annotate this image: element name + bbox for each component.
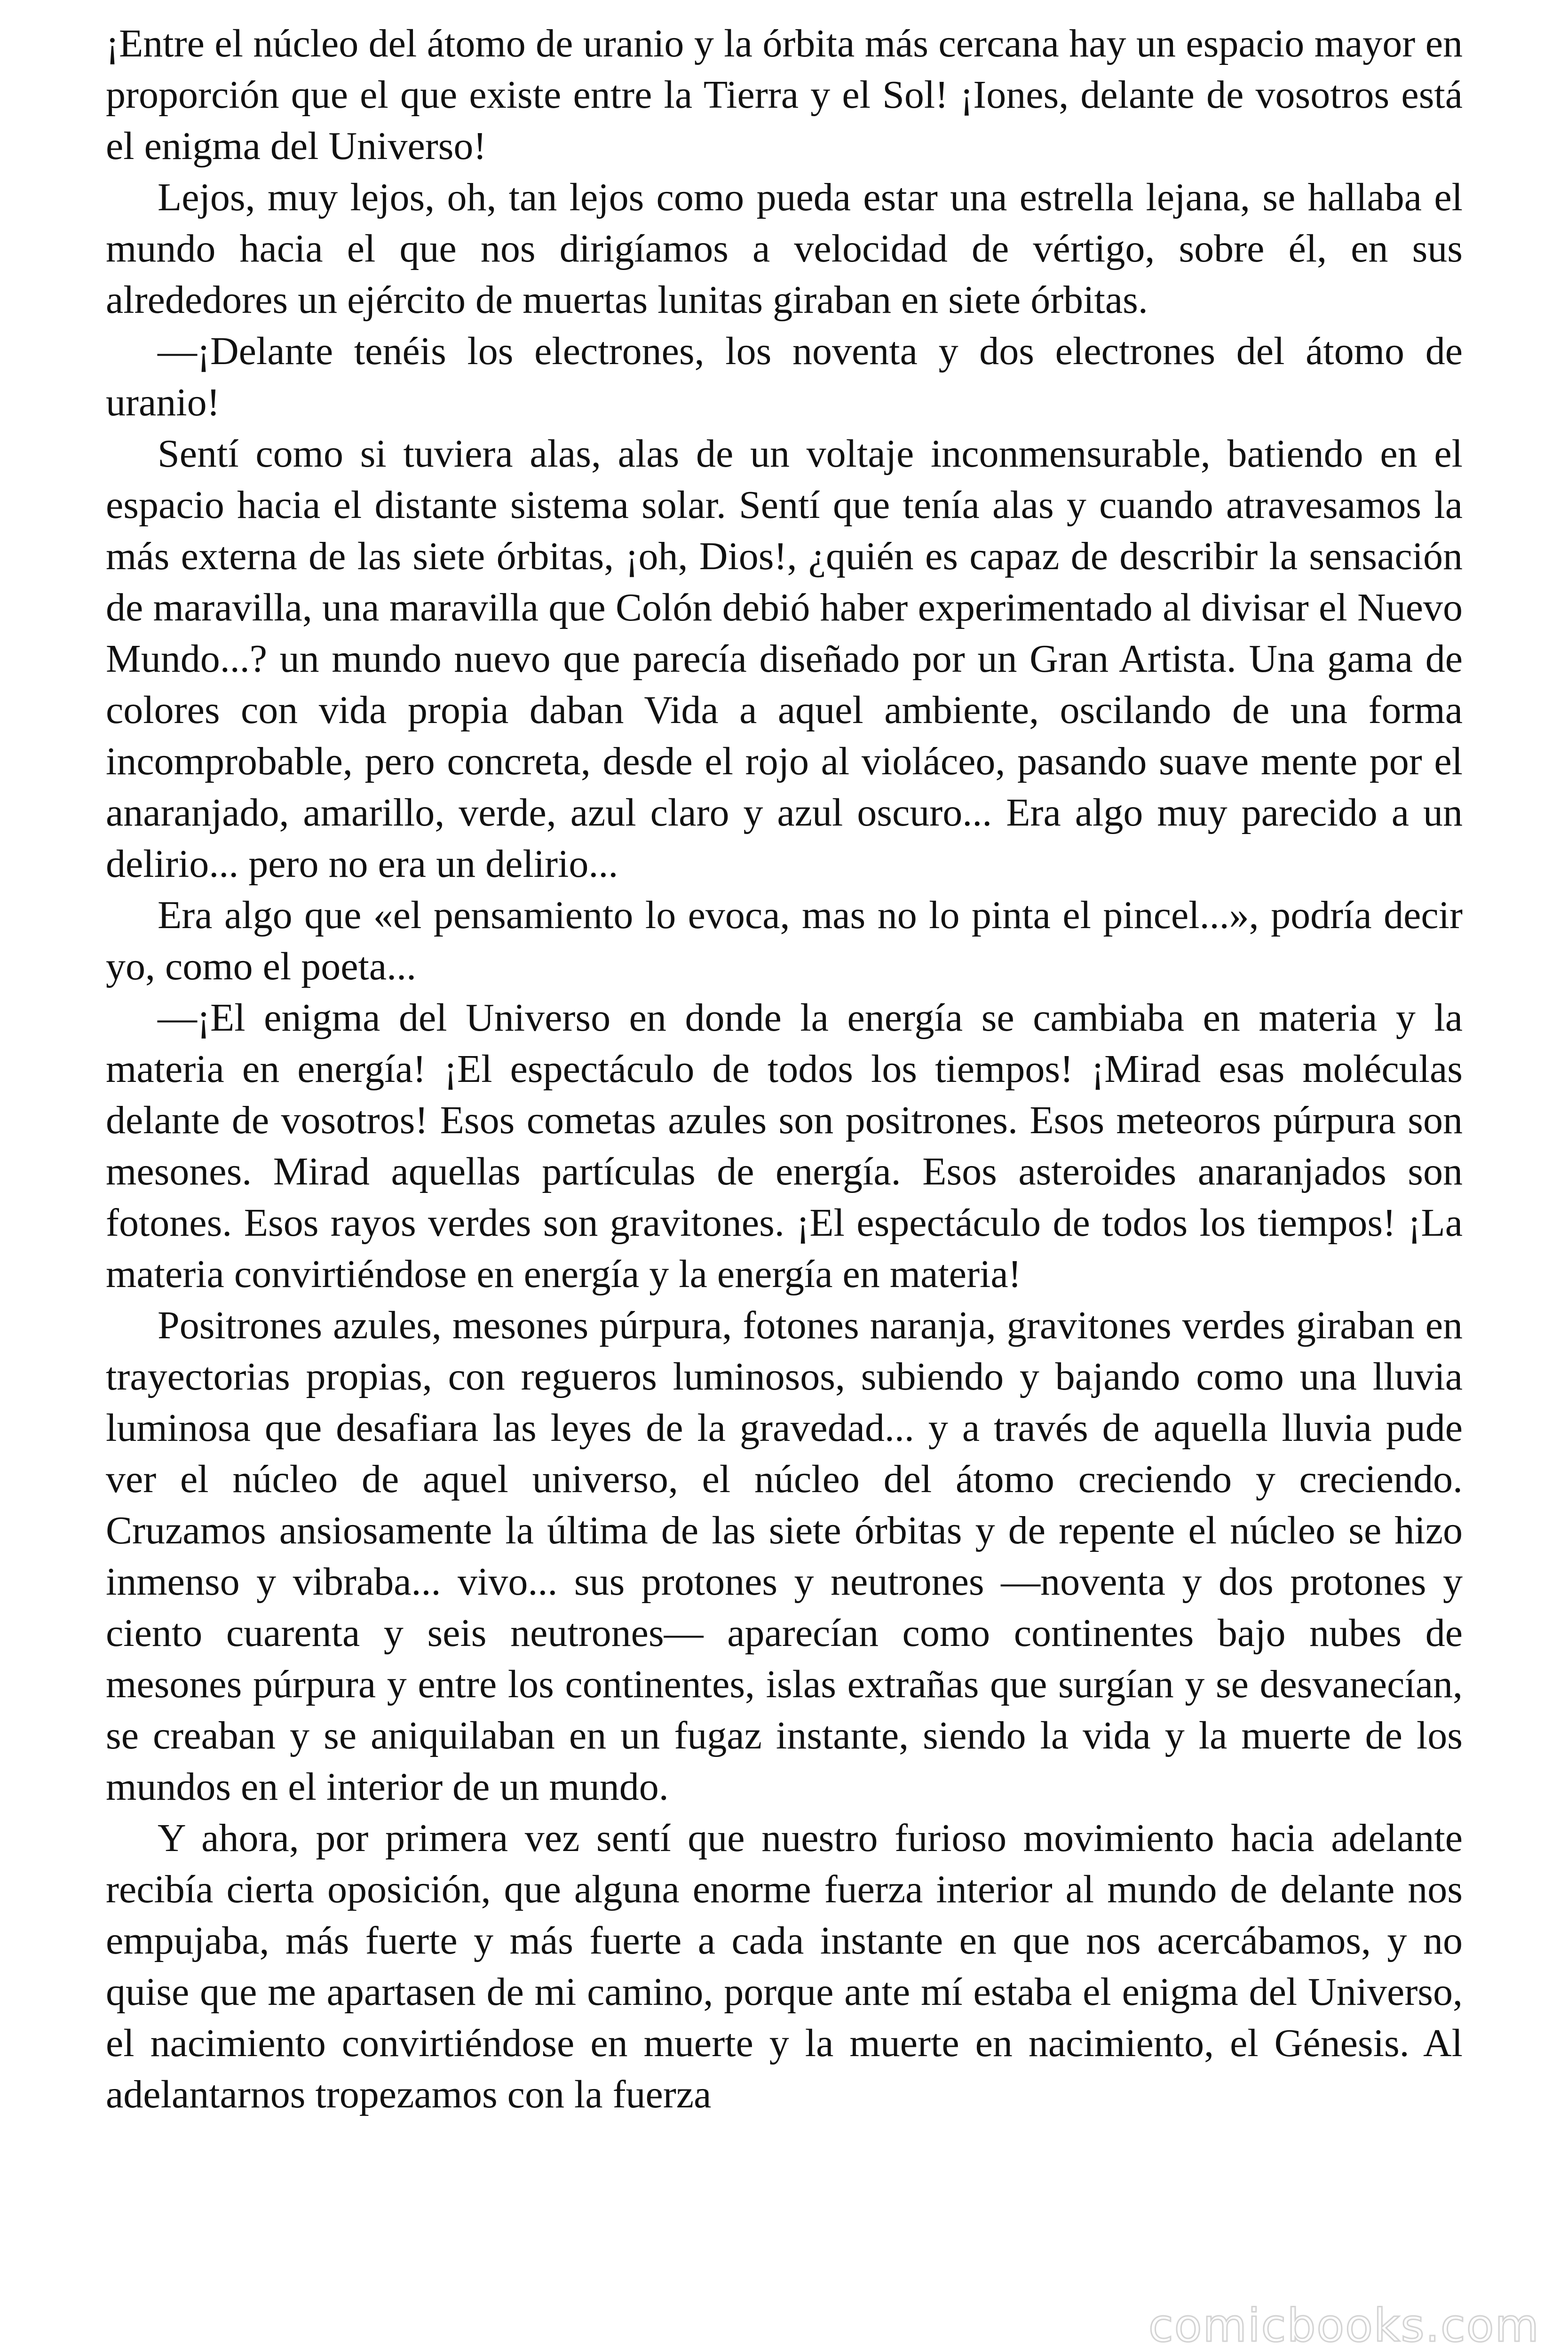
watermark: comicbooks.com — [1148, 2299, 1540, 2352]
paragraph-8: Y ahora, por primera vez sentí que nuestro furioso movimiento hacia adelante recibía cierta oposición, que alguna enorme fuerza interior al mundo de delante nos empujaba, más fuerte y más fuerte a cada instante en que nos acercábamos, y no quise que me apartasen de mi camino, porque ante mí estaba el enigma del Universo, el nacimiento convirtiéndose en muerte y la muerte en nacimiento, el Génesis. Al adelantarnos tropezamos con la fuerza — [106, 1816, 1463, 2116]
paragraph-1: ¡Entre el núcleo del átomo de uranio y la órbita más cercana hay un espacio mayor en proporción que el que existe entre la Tierra y el Sol! ¡Iones, delante de vosotros está el enigma del Universo! — [106, 22, 1463, 168]
paragraph-6: —¡El enigma del Universo en donde la energía se cambiaba en materia y la materia en energía! ¡El espectáculo de todos los tiempos! ¡Mirad esas moléculas delante de vosotros! Esos cometas azules son positrones. Esos meteoros púrpura son mesones. Mirad aquellas partículas de energía. Esos asteroides anaranjados son fotones. Esos rayos verdes son gravitones. ¡El espectáculo de todos los tiempos! ¡La materia convirtiéndose en energía y la energía en materia! — [106, 996, 1463, 1296]
paragraph-5: Era algo que «el pensamiento lo evoca, mas no lo pinta el pincel...», podría decir yo, como el poeta... — [106, 893, 1463, 988]
body-text — [106, 18, 1463, 2120]
paragraph-2: Lejos, muy lejos, oh, tan lejos como pueda estar una estrella lejana, se hallaba el mundo hacia el que nos dirigíamos a velocidad de vértigo, sobre él, en sus alrededores un ejército de muertas lunitas giraban en siete órbitas. — [106, 175, 1463, 322]
paragraph-7: Positrones azules, mesones púrpura, fotones naranja, gravitones verdes giraban en trayectorias propias, con regueros luminosos, subiendo y bajando como una lluvia luminosa que desafiara las leyes de la gravedad... y a través de aquella lluvia pude ver el núcleo de aquel universo, el núcleo del átomo creciendo y creciendo. Cruzamos ansiosamente la última de las siete órbitas y de repente el núcleo se hizo inmenso y vibraba... vivo... sus protones y neutrones —noventa y dos protones y ciento cuarenta y seis neutrones— aparecían como continentes bajo nubes de mesones púrpura y entre los continentes, islas extrañas que surgían y se desvanecían, se creaban y se aniquilaban en un fugaz instante, siendo la vida y la muerte de los mundos en el interior de un mundo. — [106, 1303, 1463, 1809]
paragraph-4: Sentí como si tuviera alas, alas de un voltaje inconmensurable, batiendo en el espacio hacia el distante sistema solar. Sentí que tenía alas y cuando atravesamos la más externa de las siete órbitas, ¡oh, Dios!, ¿quién es capaz de describir la sensación de maravilla, una maravilla que Colón debió haber experimentado al divisar el Nuevo Mundo...? un mundo nuevo que parecía diseñado por un Gran Artista. Una gama de colores con vida propia daban Vida a aquel ambiente, oscilando de una forma incomprobable, pero concreta, desde el rojo al violáceo, pasando suave mente por el anaranjado, amarillo, verde, azul claro y azul oscuro... Era algo muy parecido a un delirio... pero no era un delirio... — [106, 432, 1463, 886]
paragraph-3: —¡Delante tenéis los electrones, los noventa y dos electrones del átomo de uranio! — [106, 329, 1463, 424]
